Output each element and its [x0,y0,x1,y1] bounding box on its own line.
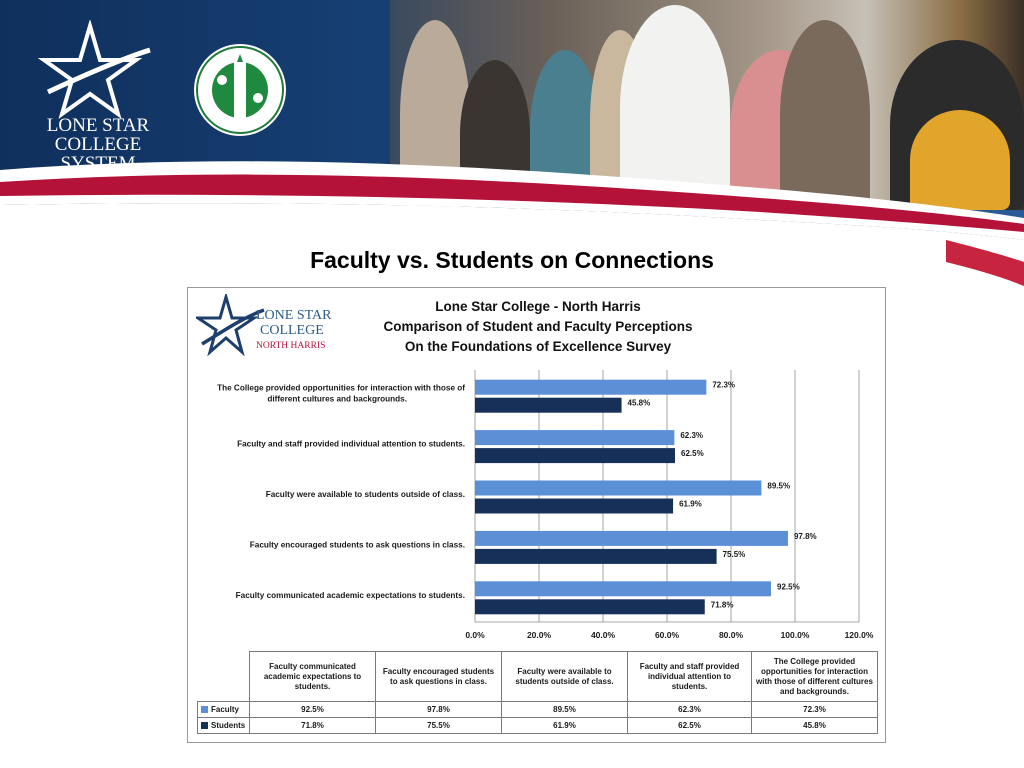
table-cell: 92.5% [250,702,376,718]
bar-chart [188,288,887,648]
chart-title-line2: Comparison of Student and Faculty Perceptions [383,319,693,334]
legend-faculty [198,702,250,718]
data-label: 45.8% [627,398,651,408]
x-tick-label: 20.0% [526,630,552,640]
bar-faculty [475,481,761,496]
data-table-row-students [198,718,878,734]
legend-students-label: Students [211,721,246,730]
lscs-line2: COLLEGE [54,134,142,155]
chart-frame [187,287,886,743]
legend-students [198,718,250,734]
category-label: Faculty and staff provided individual attention to students. [237,439,465,449]
category-label: Faculty communicated academic expectations to students. [235,590,465,600]
x-tick-label: 40.0% [590,630,616,640]
data-label: 89.5% [767,481,791,491]
data-table-header: Faculty communicated academic expectations to students. [250,652,376,702]
chart-title-line1: Lone Star College - North Harris [435,299,641,314]
bar-students [475,599,705,614]
nh-line1: LONE STAR [256,308,332,323]
data-table-row-faculty [198,702,878,718]
data-label: 92.5% [777,582,800,592]
nh-line2: COLLEGE [260,323,324,338]
x-tick-label: 100.0% [780,630,810,640]
data-label: 97.8% [793,531,817,541]
category-label: Faculty encouraged students to ask questions in class. [249,540,465,550]
data-table [197,651,878,734]
table-cell: 72.3% [752,702,878,718]
table-cell: 62.3% [628,702,752,718]
table-cell: 61.9% [502,718,628,734]
data-table-header: The College provided opportunities for interaction with those of different cultures and backgrounds. [752,652,878,702]
table-cell: 62.5% [628,718,752,734]
category-label: Faculty were available to students outside of class. [265,490,465,499]
lscs-logo [28,20,168,180]
data-label: 62.3% [680,431,704,441]
bar-faculty [475,581,771,596]
data-label: 61.9% [679,499,702,509]
nh-line3: NORTH HARRIS [256,341,326,351]
table-cell: 75.5% [376,718,502,734]
x-tick-label: 120.0% [844,630,874,640]
chart-title-line3: On the Foundations of Excellence Survey [404,339,672,354]
data-table-header: Faculty and staff provided individual attention to students. [628,652,752,702]
slide-title: Faculty vs. Students on Connections [310,247,714,273]
x-tick-label: 0.0% [465,630,485,640]
bar-faculty [475,430,674,445]
data-table-header-row [198,652,878,702]
data-table-header: Faculty encouraged students to ask questions in class. [376,652,502,702]
bar-students [475,549,717,564]
lscs-line3: SYSTEM [60,153,136,174]
star-logo-icon [28,20,168,120]
x-tick-label: 80.0% [718,630,744,640]
data-label: 62.5% [681,449,704,459]
data-table-header: Faculty were available to students outside of class. [502,652,628,702]
legend-faculty-label: Faculty [211,705,240,714]
foe-seal-icon [192,42,288,138]
x-tick-label: 60.0% [654,630,680,640]
table-cell: 89.5% [502,702,628,718]
bar-faculty [475,380,706,395]
faculty-swatch-icon [201,706,208,713]
data-label: 72.3% [712,380,736,390]
category-label: The College provided opportunities for interaction with those of [217,383,465,393]
table-cell: 45.8% [752,718,878,734]
bar-students [475,448,675,463]
data-label: 75.5% [722,549,746,559]
foe-seal [192,42,288,138]
bar-faculty [475,531,788,546]
data-label: 71.8% [710,600,734,610]
students-swatch-icon [201,722,208,729]
table-cell: 97.8% [376,702,502,718]
lscs-line1: LONE STAR [46,115,150,136]
bar-students [475,499,673,514]
table-cell: 71.8% [250,718,376,734]
bar-students [475,398,622,413]
category-label: different cultures and backgrounds. [267,394,407,404]
